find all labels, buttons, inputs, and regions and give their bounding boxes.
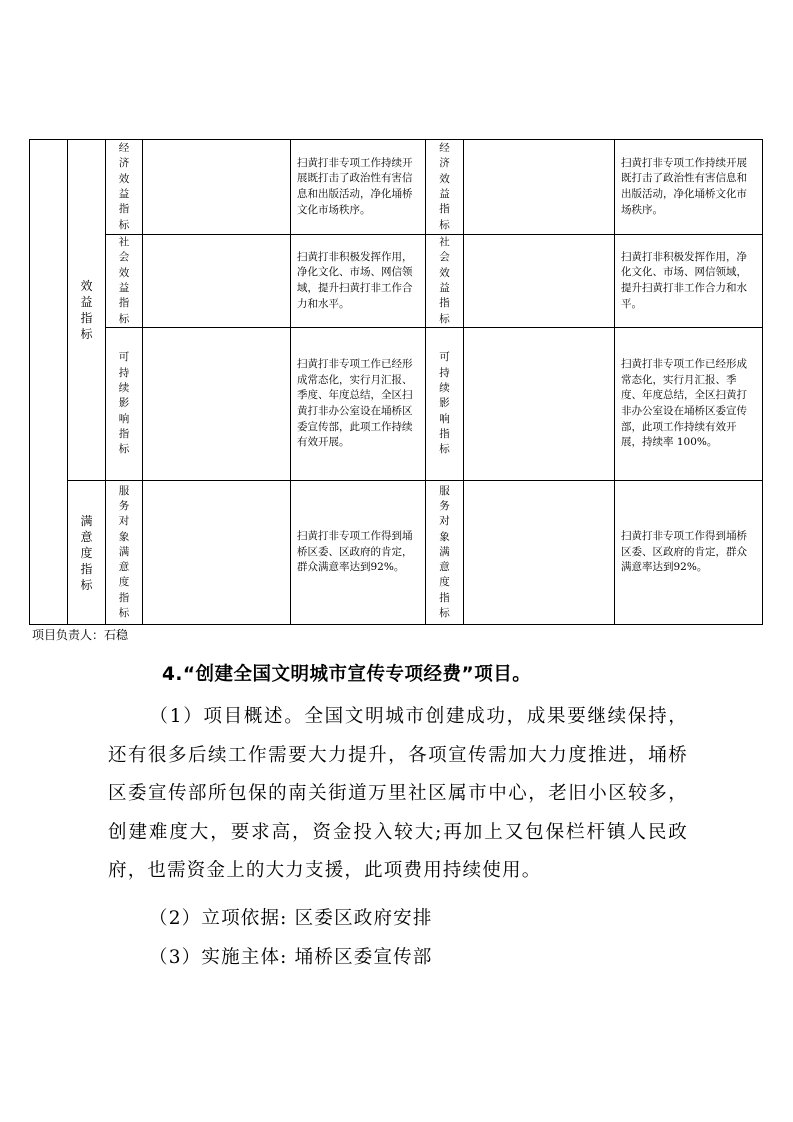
project-owner-note: 项目负责人：石稳: [32, 628, 129, 642]
basis-line: （2）立项依据: 区委区政府安排: [149, 908, 433, 929]
section-heading: 4.“创建全国文明城市宣传专项经费”项目。: [162, 664, 532, 685]
value-cell: 扫黄打非积极发挥作用，净化文化、市场、网信领域，提升扫黄打非工作合力和水平。: [615, 235, 763, 328]
indicator-cell: 经济效益指标: [426, 140, 464, 235]
value-cell: 扫黄打非专项工作得到埇桥区委、区政府的肯定，群众满意率达到92%。: [291, 481, 426, 625]
blank-cell: [464, 328, 615, 481]
indicator-cell: 经济效益指标: [106, 140, 143, 235]
table-row: [30, 481, 763, 625]
category-cell: 效益指标: [68, 140, 106, 481]
blank-cell: [464, 235, 615, 328]
indicator-cell: 服务对象满意度指标: [106, 481, 143, 625]
blank-cell: [143, 481, 291, 625]
indicator-cell: 服务对象满意度指标: [426, 481, 464, 625]
overview-paragraph: [108, 698, 688, 891]
value-cell: 扫黄打非专项工作持续开展既打击了政治性有害信息和出版活动，净化埇桥文化市场秩序。: [615, 140, 763, 235]
overview-text: （1）项目概述。全国文明城市创建成功，成果要继续保持，还有很多后续工作需要大力提升，各项宣传需加大力度推进，埇桥区委宣传部所包保的南关街道万里社区属市中心，老旧小区较多，创建难度大，要求高，资金投入较大;再加上又包保栏杆镇人民政府，也需资金上的大力支援，此项费用持续使用。: [108, 706, 688, 881]
blank-cell: [143, 235, 291, 328]
value-cell: 扫黄打非积极发挥作用，净化文化、市场、网信领域，提升扫黄打非工作合力和水平。: [291, 235, 426, 328]
indicator-cell: 可持续影响指标: [106, 328, 143, 481]
table-row: [30, 140, 763, 235]
table-row: [30, 235, 763, 328]
blank-cell: [143, 328, 291, 481]
table-row: [30, 328, 763, 481]
outer-blank-cell: [30, 140, 68, 625]
indicator-cell: 可持续影响指标: [426, 328, 464, 481]
category-cell: 满意度指标: [68, 481, 106, 625]
blank-cell: [143, 140, 291, 235]
performance-indicator-table: [29, 139, 763, 625]
value-cell: 扫黄打非专项工作持续开展既打击了政治性有害信息和出版活动，净化埇桥文化市场秩序。: [291, 140, 426, 235]
blank-cell: [464, 140, 615, 235]
indicator-cell: 社会效益指标: [106, 235, 143, 328]
value-cell: 扫黄打非专项工作得到埇桥区委、区政府的肯定，群众满意率达到92%。: [615, 481, 763, 625]
value-cell: 扫黄打非专项工作已经形成常态化，实行月汇报、季度、年度总结，全区扫黄打非办公室设在埇桥区委宣传部，此项工作持续有效开展。: [291, 328, 426, 481]
subject-line: （3）实施主体: 埇桥区委宣传部: [149, 947, 433, 968]
indicator-cell: 社会效益指标: [426, 235, 464, 328]
value-cell: 扫黄打非专项工作已经形成常态化，实行月汇报、季度、年度总结，全区扫黄打非办公室设在埇桥区委宣传部，此项工作持续有效开展，持续率 100%。: [615, 328, 763, 481]
blank-cell: [464, 481, 615, 625]
